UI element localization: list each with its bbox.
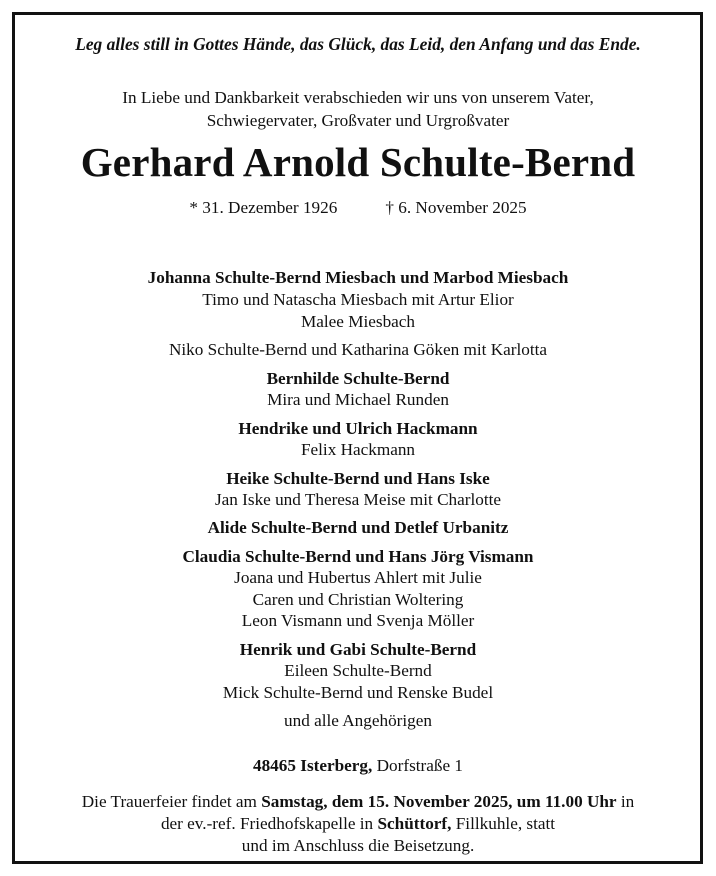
mourner-line: Jan Iske und Theresa Meise mit Charlotte: [214, 490, 502, 509]
life-dates: [0, 199, 716, 216]
mourner-line: Claudia Schulte-Bernd und Hans Jörg Vismann: [182, 547, 534, 566]
mourner-line: Eileen Schulte-Bernd: [284, 661, 432, 680]
mourner-line: Joana und Hubertus Ahlert mit Julie: [234, 568, 482, 587]
motto-verse: Leg alles still in Gottes Hände, das Glück, das Leid, den Anfang und das Ende.: [75, 34, 641, 54]
mourner-line: Heike Schulte-Bernd und Hans Iske: [226, 469, 490, 488]
mourner-line: Alide Schulte-Bernd und Detlef Urbanitz: [207, 518, 509, 537]
ceremony-text: der ev.-ref. Friedhofskapelle in: [160, 814, 378, 833]
mourner-line: Malee Miesbach: [300, 312, 416, 331]
death-date: † 6. November 2025: [385, 198, 527, 217]
address-place: 48465 Isterberg,: [252, 756, 373, 775]
mourner-line: und alle Angehörigen: [284, 711, 432, 730]
ceremony-date-time: Samstag, dem 15. November 2025, um 11.00 Uhr: [261, 792, 617, 811]
mourner-line: Felix Hackmann: [300, 440, 416, 459]
ceremony-line-3: und im Anschluss die Beisetzung.: [241, 836, 475, 855]
deceased-name: Gerhard Arnold Schulte-Bernd: [80, 139, 636, 185]
mourner-line: Bernhilde Schulte-Bernd: [266, 369, 450, 388]
ceremony-text: Die Trauerfeier findet am: [81, 792, 262, 811]
ceremony-line-2: [0, 815, 716, 832]
ceremony-line-1: [0, 793, 716, 810]
family-address: [0, 757, 716, 774]
mourner-line: Caren und Christian Woltering: [252, 590, 464, 609]
mourner-line: Timo und Natascha Miesbach mit Artur Elior: [202, 290, 514, 309]
ceremony-text: Fillkuhle, statt: [451, 814, 556, 833]
mourner-line: Mick Schulte-Bernd und Renske Budel: [222, 683, 494, 702]
mourner-line: Hendrike und Ulrich Hackmann: [238, 419, 478, 438]
ceremony-text: in: [616, 792, 635, 811]
ceremony-town: Schüttorf,: [377, 814, 452, 833]
address-street: Dorfstraße 1: [376, 756, 464, 775]
mourner-line: Henrik und Gabi Schulte-Bernd: [239, 640, 477, 659]
mourner-line: Leon Vismann und Svenja Möller: [241, 611, 475, 630]
intro-line-2: Schwiegervater, Großvater und Urgroßvater: [206, 111, 510, 130]
mourner-line: Johanna Schulte-Bernd Miesbach und Marbod Miesbach: [147, 268, 569, 287]
mourner-line: Niko Schulte-Bernd und Katharina Göken mit Karlotta: [168, 340, 548, 359]
birth-date: * 31. Dezember 1926: [189, 198, 338, 217]
intro-line-1: In Liebe und Dankbarkeit verabschieden wir uns von unserem Vater,: [122, 88, 594, 107]
mourner-line: Mira und Michael Runden: [267, 390, 449, 409]
